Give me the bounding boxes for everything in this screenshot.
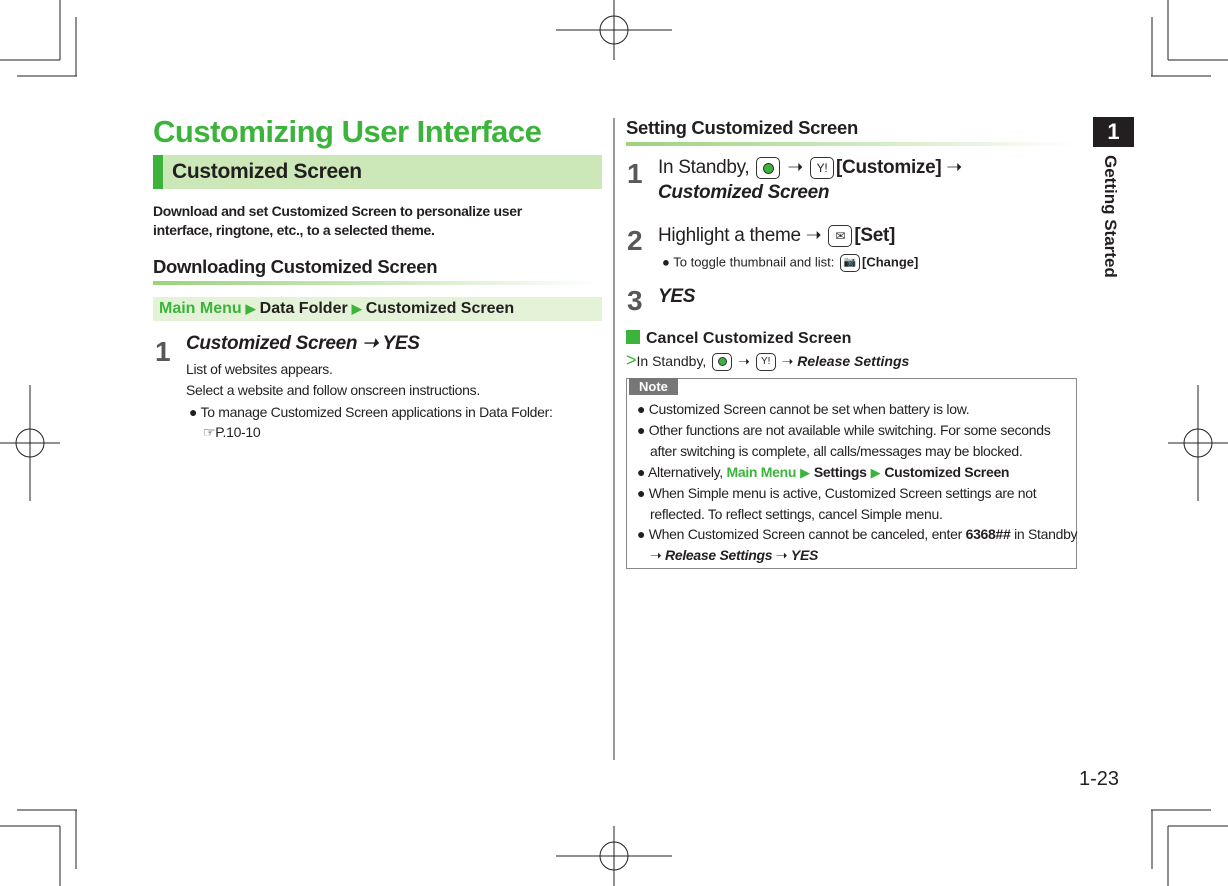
note-item-cont: after switching is complete, all calls/messages may be blocked. — [650, 443, 1023, 459]
note-item: ● Alternatively, Main Menu ▶ Settings ▶ Customized Screen — [637, 464, 1010, 480]
center-key-icon — [712, 353, 732, 371]
section-title: Customized Screen — [172, 160, 362, 183]
note-label: Note — [629, 378, 678, 395]
triangle-icon: ▶ — [351, 301, 362, 316]
step-1-instruction: Customized Screen ➝ YES — [186, 333, 420, 354]
note-item-cont: ➝ Release Settings ➝ YES — [650, 547, 819, 563]
square-icon — [626, 330, 640, 344]
yahoo-key-icon: Y! — [756, 353, 776, 371]
note-item: ● Other functions are not available while switching. For some seconds — [637, 422, 1051, 438]
step-3-instruction: YES — [658, 286, 696, 307]
step-1-instruction: In Standby, ➝ Y! [Customize] ➝ — [658, 157, 963, 178]
mail-key-icon: ✉ — [828, 225, 852, 247]
note-box — [626, 378, 1077, 569]
bullet-item: ● To toggle thumbnail and list: 📷 [Change] — [662, 254, 918, 272]
step-text: Select a website and follow onscreen instructions. — [186, 382, 480, 398]
subheading-underline — [626, 142, 1076, 146]
center-key-icon — [756, 157, 780, 179]
note-item: ● Customized Screen cannot be set when battery is low. — [637, 401, 970, 417]
page-title: Customizing User Interface — [153, 114, 542, 149]
camera-key-icon: 📷 — [840, 254, 860, 272]
step-number: 3 — [627, 285, 643, 316]
column-divider — [613, 118, 615, 760]
section-header — [153, 155, 602, 189]
crumb-customized-screen[interactable]: Customized Screen — [365, 300, 515, 317]
crumb-main-menu[interactable]: Main Menu — [159, 300, 242, 317]
note-item: ● When Customized Screen cannot be canceled, enter 6368## in Standby — [637, 526, 1078, 542]
intro-line: interface, ringtone, etc., to a selected theme. — [153, 222, 435, 238]
cancel-instruction: >In Standby, ➝ Y! ➝ Release Settings — [626, 350, 910, 370]
subheading-underline — [153, 281, 602, 285]
step-number: 1 — [627, 158, 643, 189]
subheading-setting: Setting Customized Screen — [626, 117, 859, 138]
bullet-item: ● To manage Customized Screen applications in Data Folder: — [189, 404, 553, 420]
cancel-heading: Cancel Customized Screen — [626, 330, 851, 348]
breadcrumb — [153, 297, 602, 321]
triangle-icon: ▶ — [245, 301, 256, 316]
intro-line: Download and set Customized Screen to personalize user — [153, 203, 522, 219]
chapter-label: Getting Started — [1101, 155, 1120, 278]
yahoo-key-icon: Y! — [810, 157, 834, 179]
page-number: 1-23 — [1079, 768, 1120, 790]
note-item: ● When Simple menu is active, Customized Screen settings are not — [637, 485, 1037, 501]
note-item-cont: reflected. To reflect settings, cancel Simple menu. — [650, 506, 943, 522]
step-number: 2 — [627, 225, 643, 256]
step-1-target: Customized Screen — [658, 182, 830, 203]
page-reference[interactable]: ☞P.10-10 — [203, 424, 261, 440]
crumb-data-folder[interactable]: Data Folder — [259, 300, 348, 317]
chapter-tab: 1 — [1093, 117, 1134, 147]
subheading-downloading: Downloading Customized Screen — [153, 256, 438, 277]
pointing-hand-icon: ☞ — [203, 424, 216, 440]
step-2-instruction: Highlight a theme ➝ ✉ [Set] — [658, 225, 896, 246]
step-text: List of websites appears. — [186, 361, 333, 377]
step-number: 1 — [155, 336, 171, 367]
